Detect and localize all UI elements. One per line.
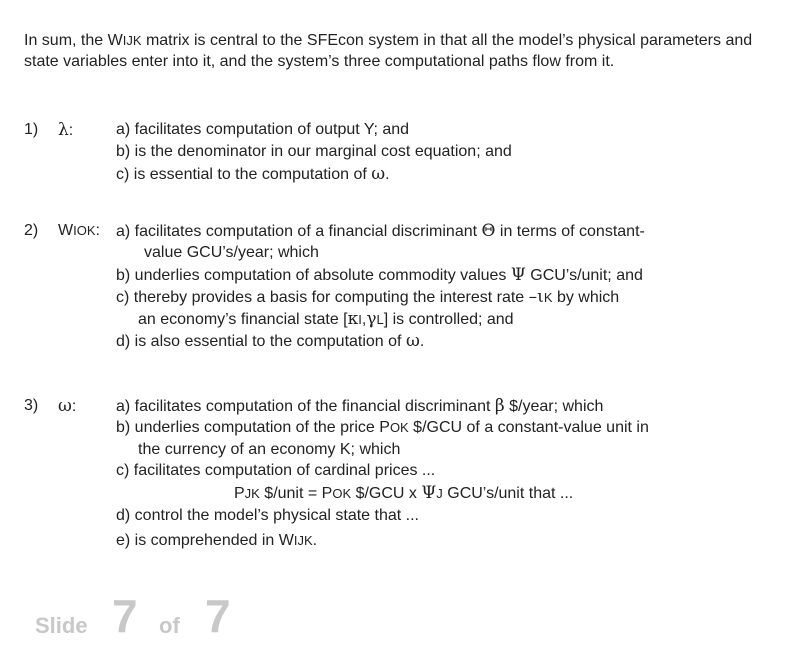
intro-paragraph [24, 30, 764, 72]
section-1-item-b: b) is the denominator in our marginal cost equation; and [116, 143, 512, 160]
minus-symbol: – [528, 287, 538, 307]
item-text: d) is also essential to the computation of [116, 333, 406, 350]
lambda-symbol: λ [58, 120, 69, 140]
price-subscript: OK [389, 420, 409, 435]
section-2-item-c-line2 [138, 309, 514, 330]
item-text: $/GCU of a constant-value unit in [408, 419, 649, 436]
iota-symbol: ι [537, 287, 544, 307]
section-2-item-a-line2: value GCU’s/year; which [144, 244, 319, 261]
label-colon: : [68, 122, 74, 139]
eq-subscript: J [436, 486, 443, 501]
item-text: GCU’s/unit; and [525, 267, 643, 284]
section-2-label [58, 221, 100, 241]
beta-symbol: β [494, 396, 505, 416]
item-text: a) facilitates computation of the financial discriminant [116, 398, 495, 415]
psi-symbol: Ψ [510, 265, 526, 285]
label-colon: : [71, 398, 77, 415]
item-text: a) facilitates computation of a financial discriminant [116, 223, 482, 240]
omega-symbol: ω [58, 396, 72, 416]
item-text: c) is essential to the computation of [116, 166, 372, 183]
slide-total-number: 7 [205, 590, 231, 642]
cardinal-price-equation [234, 483, 573, 504]
section-2-item-c-line1 [116, 287, 619, 308]
item-text: b) underlies computation of the price P [116, 419, 390, 436]
intro-text-1: In sum, the [24, 32, 108, 49]
section-3-number: 3) [24, 397, 39, 414]
iota-subscript: K [543, 290, 553, 305]
item-text: an economy’s financial state [ [138, 311, 348, 328]
section-2-number: 2) [24, 222, 39, 239]
kappa-subscript: I [358, 312, 362, 327]
item-text: ] is controlled; and [383, 311, 514, 328]
eq-text: P [234, 485, 245, 502]
omega-symbol: ω [405, 331, 420, 351]
slide-of-label: of [159, 613, 180, 638]
kappa-symbol: κ [347, 309, 359, 329]
section-3-item-c: c) facilitates computation of cardinal prices ... [116, 462, 436, 479]
w-symbol: W [107, 32, 123, 49]
gamma-symbol: γ [366, 309, 377, 329]
w-subscript: IJK [293, 533, 313, 548]
item-text: by which [552, 289, 620, 306]
eq-text: $/GCU x [351, 485, 422, 502]
section-1-label [58, 120, 73, 141]
intro-text-2: matrix is central to the SFEcon system in that all the model’s physical parameters and state variables enter into it, and the system’s three computational paths flow from it. [24, 32, 753, 70]
item-text: $/year; which [504, 398, 604, 415]
w-subscript: IOK [73, 223, 96, 238]
section-1-item-c [116, 164, 390, 185]
item-text: b) underlies computation of absolute commodity values [116, 267, 511, 284]
psi-symbol: Ψ [421, 483, 437, 503]
eq-text: $/unit = P [259, 485, 333, 502]
section-3-item-b-line1 [116, 418, 649, 438]
item-text: . [419, 333, 425, 350]
omega-symbol: ω [371, 164, 386, 184]
eq-subscript: OK [332, 486, 352, 501]
eq-subscript: JK [244, 486, 260, 501]
section-1-item-a: a) facilitates computation of output Y; and [116, 121, 410, 138]
section-2-item-d [116, 331, 424, 352]
section-3-item-b-line2: the currency of an economy K; which [138, 441, 401, 458]
gamma-subscript: L [376, 312, 384, 327]
section-3-label [58, 396, 76, 417]
eq-text: GCU’s/unit that ... [442, 485, 574, 502]
section-3-item-a [116, 396, 603, 417]
section-1-number: 1) [24, 121, 39, 138]
item-text: in terms of constant- [495, 223, 645, 240]
section-2-item-b [116, 265, 643, 286]
section-3-item-d: d) control the model’s physical state that ... [116, 507, 419, 524]
label-colon: : [95, 222, 100, 239]
w-symbol: W [58, 222, 74, 239]
slide-current-number: 7 [112, 590, 138, 642]
slide-label: Slide [35, 613, 88, 638]
item-text: . [385, 166, 390, 183]
w-subscript: IJK [122, 33, 142, 48]
comma: , [361, 311, 367, 328]
section-3-item-e [116, 531, 317, 551]
item-text: . [312, 532, 318, 549]
item-text: c) thereby provides a basis for computing the interest rate [116, 289, 529, 306]
theta-symbol: Θ [481, 221, 496, 241]
section-2-item-a-line1 [116, 221, 645, 242]
item-text: e) is comprehended in W [116, 532, 294, 549]
